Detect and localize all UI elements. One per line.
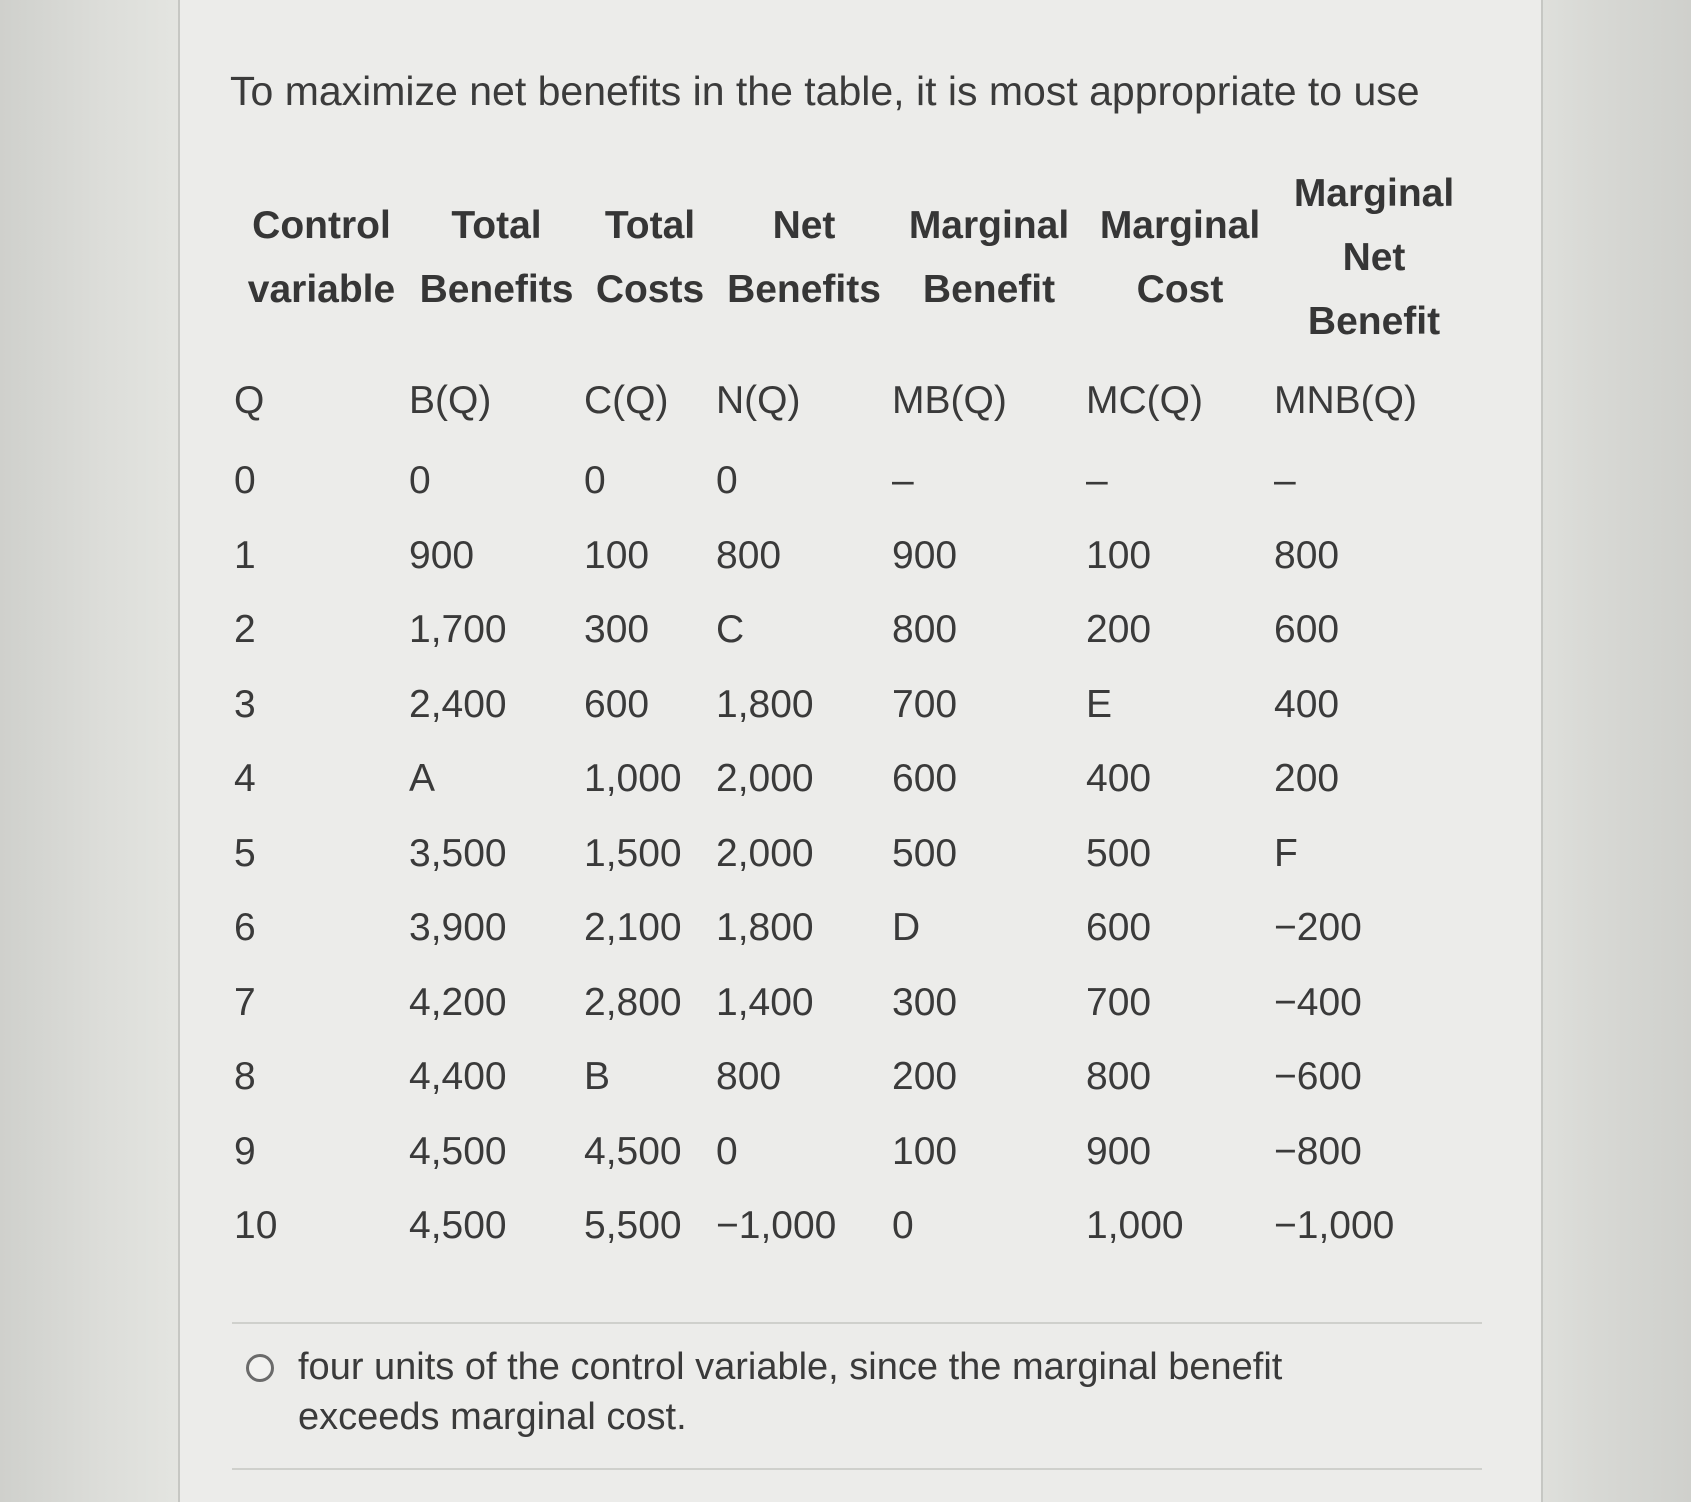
question-prompt: To maximize net benefits in the table, it is most appropriate to use	[230, 68, 1420, 114]
option-divider-top	[232, 1322, 1482, 1324]
table-cell: 600	[584, 682, 650, 726]
header-text: Benefits	[419, 268, 574, 311]
table-cell: 300	[892, 980, 958, 1024]
header-text: variable	[247, 268, 396, 311]
header-total-costs	[584, 158, 716, 358]
table-cell: 600	[1274, 608, 1340, 652]
table-cell: 2,000	[716, 831, 814, 875]
header-text: Total	[604, 204, 696, 247]
header-text: Benefit	[922, 268, 1056, 311]
table-cell: 5	[234, 831, 256, 875]
table-cell: D	[892, 906, 921, 950]
table-cell: 2,000	[716, 757, 814, 801]
table-cell: A	[409, 757, 436, 801]
header-text: Costs	[595, 268, 705, 311]
table-cell: 4	[234, 757, 256, 801]
table-cell: 400	[1086, 757, 1152, 801]
table-cell: B	[584, 1055, 611, 1099]
table-cell: 0	[234, 459, 256, 503]
table-row	[234, 668, 1474, 743]
table-cell: MNB(Q)	[1274, 379, 1417, 422]
table-cell: B(Q)	[409, 379, 492, 422]
header-marginal-benefit	[892, 158, 1086, 358]
table-cell: 100	[584, 533, 650, 577]
table-cell: MB(Q)	[892, 379, 1007, 422]
table-cell: 100	[1086, 533, 1152, 577]
table-cell: 4,500	[584, 1129, 682, 1173]
table-cell: 2,800	[584, 980, 682, 1024]
table-cell: 1,000	[584, 757, 682, 801]
table-cell: 400	[1274, 682, 1340, 726]
table-cell: 2,400	[409, 682, 507, 726]
table-cell: 900	[892, 533, 958, 577]
table-cell: MC(Q)	[1086, 379, 1203, 422]
table-cell: 600	[892, 757, 958, 801]
table-cell: 1,700	[409, 608, 507, 652]
header-text: Control	[252, 204, 391, 247]
table-cell: 700	[892, 682, 958, 726]
table-cell: 1,400	[716, 980, 814, 1024]
table-cell: 500	[892, 831, 958, 875]
table-cell: −400	[1274, 980, 1362, 1024]
table-cell: 700	[1086, 980, 1152, 1024]
table-cell: F	[1274, 831, 1298, 875]
table-cell: 300	[584, 608, 650, 652]
table-cell: N(Q)	[716, 379, 801, 422]
table-cell: 3,500	[409, 831, 507, 875]
table-cell: 800	[716, 1055, 782, 1099]
table-cell: 2,100	[584, 906, 682, 950]
table-body	[234, 358, 1474, 1264]
table-cell: Q	[234, 379, 265, 422]
table-row	[234, 593, 1474, 668]
table-cell: 0	[409, 459, 431, 503]
table-cell: C(Q)	[584, 379, 669, 422]
answer-option-label: four units of the control variable, since the marginal benefit exceeds marginal cost.	[298, 1346, 1283, 1438]
table-cell: −1,000	[1274, 1204, 1395, 1248]
table-cell: 200	[1086, 608, 1152, 652]
table-cell: 0	[716, 1129, 738, 1173]
table-cell: 10	[234, 1204, 278, 1248]
header-marginal-cost	[1086, 158, 1274, 358]
table-row	[234, 1040, 1474, 1115]
table-cell: –	[892, 459, 914, 503]
table-row	[234, 742, 1474, 817]
table-cell: 2	[234, 608, 256, 652]
header-text: Marginal	[1099, 204, 1261, 247]
header-control-variable	[234, 158, 409, 358]
answer-option[interactable]	[246, 1342, 1446, 1442]
table-cell: –	[1274, 459, 1296, 503]
table-cell: 200	[1274, 757, 1340, 801]
table-cell: 4,400	[409, 1055, 507, 1099]
data-table	[234, 158, 1474, 1264]
table-cell: 800	[1274, 533, 1340, 577]
option-divider-bottom	[232, 1468, 1482, 1470]
table-cell: 1	[234, 533, 256, 577]
table-cell: −800	[1274, 1129, 1362, 1173]
symbol-row	[234, 358, 1474, 444]
table-cell: 1,500	[584, 831, 682, 875]
table-cell: 500	[1086, 831, 1152, 875]
header-net-benefits	[716, 158, 892, 358]
table-row	[234, 1189, 1474, 1264]
header-row	[234, 158, 1474, 358]
table-row	[234, 1115, 1474, 1190]
table-cell: 1,800	[716, 906, 814, 950]
table-cell: 800	[1086, 1055, 1152, 1099]
header-text: Total	[451, 204, 542, 247]
table-cell: C	[716, 608, 745, 652]
header-text: Marginal	[908, 204, 1070, 247]
table-cell: 4,500	[409, 1129, 507, 1173]
table-cell: 7	[234, 980, 256, 1024]
table-row	[234, 966, 1474, 1041]
table-row	[234, 891, 1474, 966]
table-cell: 0	[584, 459, 606, 503]
table-cell: –	[1086, 459, 1108, 503]
table-cell: 3,900	[409, 906, 507, 950]
table-cell: −200	[1274, 906, 1362, 950]
table-cell: 9	[234, 1129, 256, 1173]
header-marginal-net-benefit	[1274, 158, 1474, 358]
table-row	[234, 817, 1474, 892]
header-text: Benefit	[1307, 300, 1441, 343]
table-cell: 800	[716, 533, 782, 577]
table-cell: 800	[892, 608, 958, 652]
table-cell: 100	[892, 1129, 958, 1173]
table-row	[234, 444, 1474, 519]
table-cell: 0	[892, 1204, 914, 1248]
table-cell: 0	[716, 459, 738, 503]
table-cell: 1,800	[716, 682, 814, 726]
table-cell: 1,000	[1086, 1204, 1184, 1248]
table-cell: 900	[409, 533, 475, 577]
header-total-benefits	[409, 158, 584, 358]
table-cell: −600	[1274, 1055, 1362, 1099]
radio-button[interactable]	[246, 1354, 274, 1382]
table-cell: 900	[1086, 1129, 1152, 1173]
header-text: Cost	[1136, 268, 1224, 311]
table-cell: 6	[234, 906, 256, 950]
header-text: Net	[1342, 236, 1406, 279]
table-cell: −1,000	[716, 1204, 837, 1248]
header-text: Marginal	[1293, 172, 1455, 215]
header-text: Net	[772, 204, 836, 247]
table-cell: 200	[892, 1055, 958, 1099]
table-cell: E	[1086, 682, 1113, 726]
table-cell: 3	[234, 682, 256, 726]
table-cell: 8	[234, 1055, 256, 1099]
table-cell: 5,500	[584, 1204, 682, 1248]
table-row	[234, 519, 1474, 594]
header-text: Benefits	[727, 268, 881, 311]
table-cell: 600	[1086, 906, 1152, 950]
table-cell: 4,200	[409, 980, 507, 1024]
table-cell: 4,500	[409, 1204, 507, 1248]
